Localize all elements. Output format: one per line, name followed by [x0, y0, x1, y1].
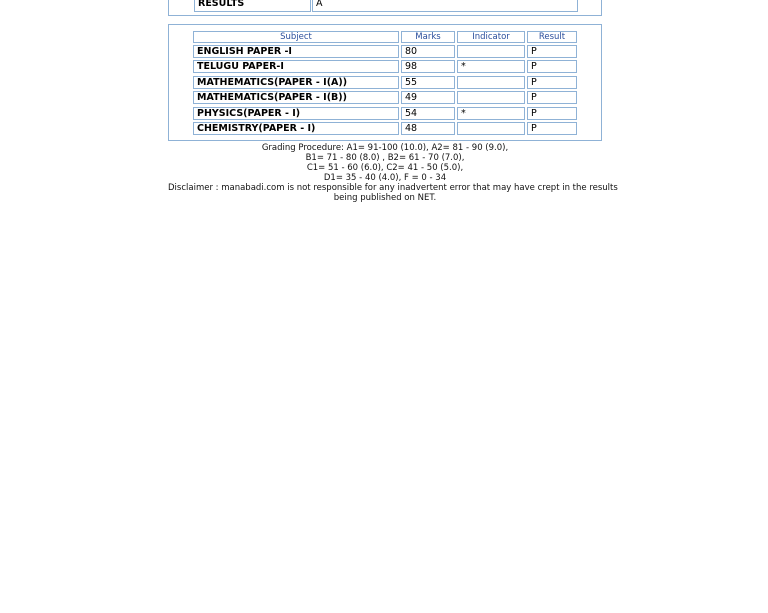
grading-line-4: D1= 35 - 40 (4.0), F = 0 - 34 [323, 173, 447, 183]
table-row-result: P [527, 91, 577, 104]
table-row-marks: 80 [401, 45, 455, 58]
header-marks: Marks [401, 31, 455, 43]
table-row-result: P [527, 76, 577, 89]
table-row-result: P [527, 122, 577, 135]
table-row-indicator [457, 122, 525, 135]
table-row-subject: ENGLISH PAPER -I [193, 45, 399, 58]
table-row-marks: 48 [401, 122, 455, 135]
header-subject: Subject [193, 31, 399, 43]
disclaimer-line-1: Disclaimer : manabadi.com is not responsible for any inadvertent error that may have crept in the results [168, 183, 618, 193]
table-row-marks: 55 [401, 76, 455, 89]
table-row-subject: MATHEMATICS(PAPER - I(B)) [193, 91, 399, 104]
table-row-result: P [527, 45, 577, 58]
header-result: Result [527, 31, 577, 43]
summary-label: RESULTS [194, 0, 311, 12]
grading-line-3: C1= 51 - 60 (6.0), C2= 41 - 50 (5.0), [306, 163, 464, 173]
disclaimer-line-2: being published on NET. [333, 193, 437, 203]
table-row-subject: MATHEMATICS(PAPER - I(A)) [193, 76, 399, 89]
table-row-subject: CHEMISTRY(PAPER - I) [193, 122, 399, 135]
table-row-indicator [457, 91, 525, 104]
table-row-indicator [457, 45, 525, 58]
table-row-indicator [457, 76, 525, 89]
header-indicator: Indicator [457, 31, 525, 43]
table-row-subject: PHYSICS(PAPER - I) [193, 107, 399, 120]
summary-value: A [312, 0, 578, 12]
table-row-marks: 54 [401, 107, 455, 120]
table-row-result: P [527, 60, 577, 73]
grading-line-2: B1= 71 - 80 (8.0) , B2= 61 - 70 (7.0), [305, 153, 465, 163]
table-row-marks: 98 [401, 60, 455, 73]
grading-line-1: Grading Procedure: A1= 91-100 (10.0), A2= 81 - 90 (9.0), [261, 143, 509, 153]
summary-table [168, 0, 602, 16]
table-row-marks: 49 [401, 91, 455, 104]
grading-notes [168, 143, 618, 203]
marks-table [168, 24, 602, 141]
table-row-subject: TELUGU PAPER-I [193, 60, 399, 73]
table-row-indicator: * [457, 60, 525, 73]
table-row-result: P [527, 107, 577, 120]
table-row-indicator: * [457, 107, 525, 120]
